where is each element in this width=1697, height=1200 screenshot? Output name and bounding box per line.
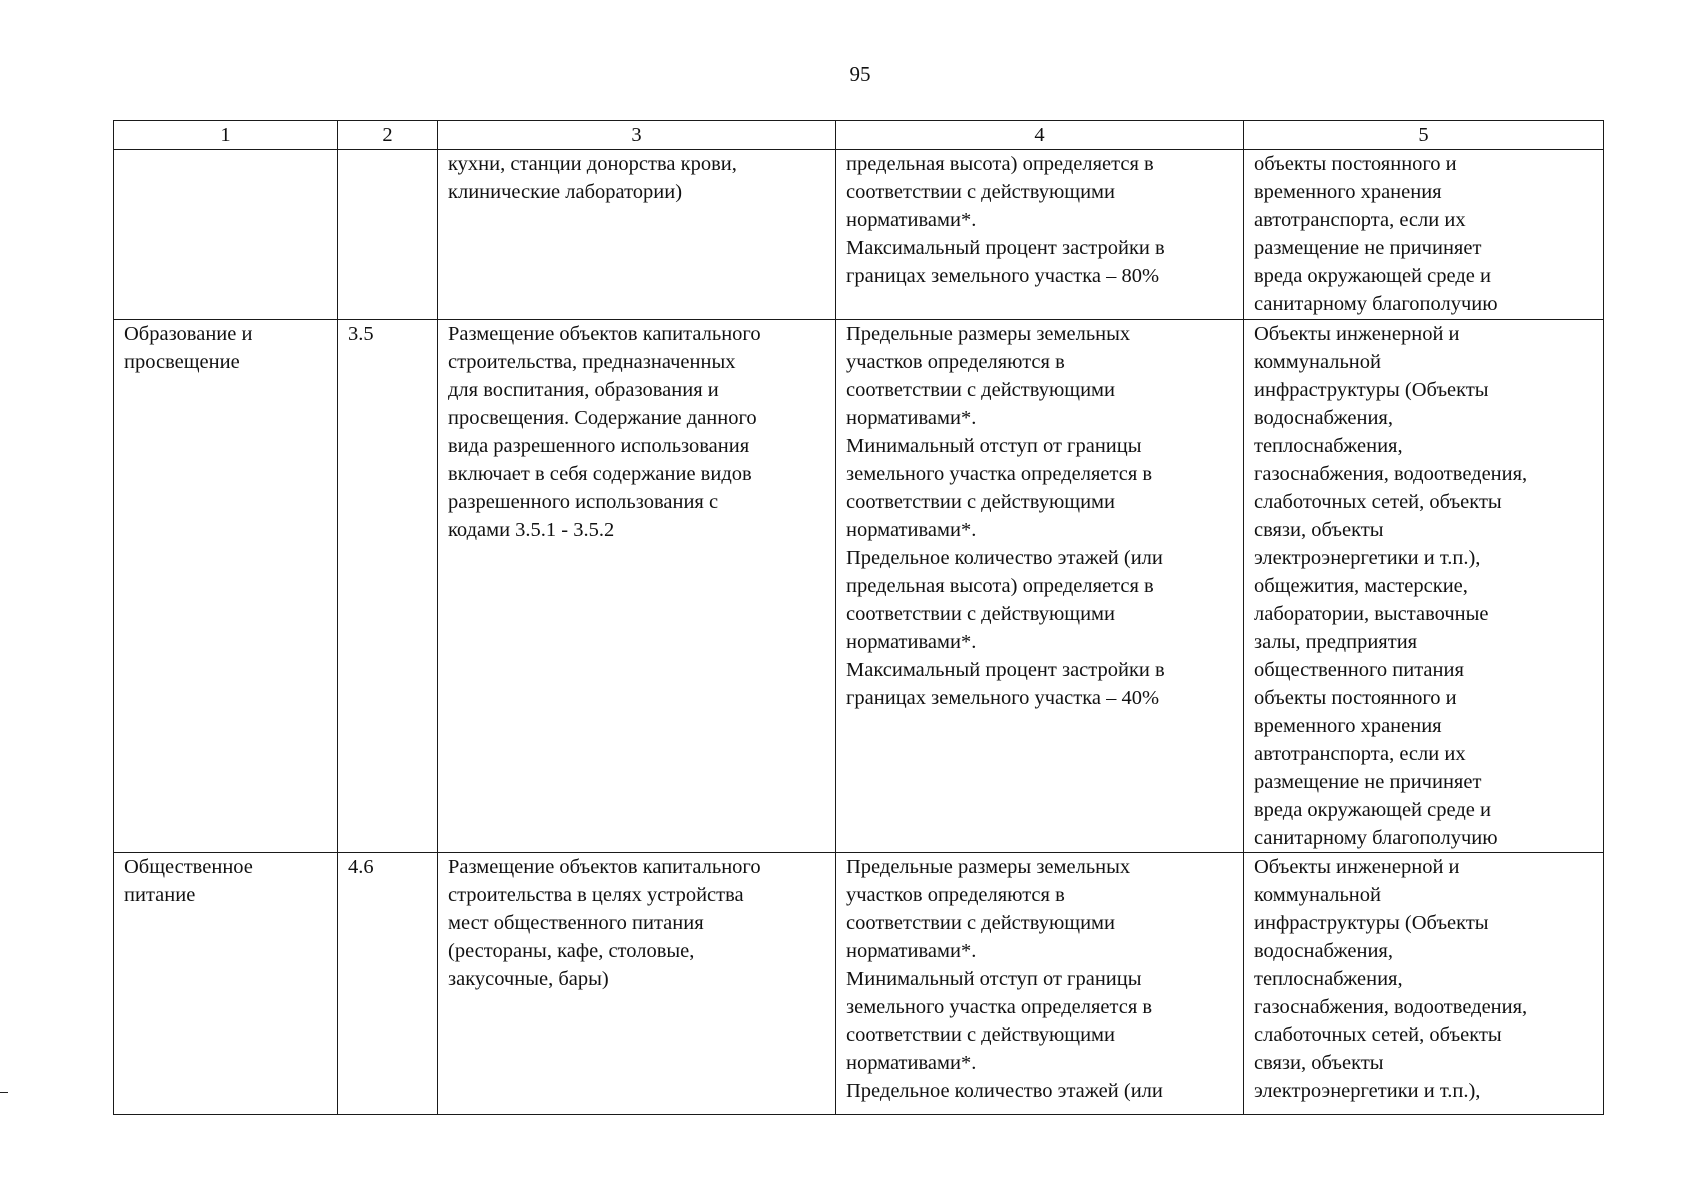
text-line: (рестораны, кафе, столовые, — [448, 940, 695, 962]
text-line: теплоснабжения, — [1254, 435, 1403, 457]
text-line: газоснабжения, водоотведения, — [1254, 996, 1528, 1018]
text-line: Размещение объектов капитального — [448, 856, 761, 878]
text-line: временного хранения — [1254, 715, 1442, 737]
text-line: Предельные размеры земельных — [846, 856, 1131, 878]
text-line: нормативами*. — [846, 519, 977, 541]
text-line: Предельные размеры земельных — [846, 323, 1131, 345]
text-line: Объекты инженерной и — [1254, 856, 1460, 878]
text-line: 3.5 — [348, 323, 374, 345]
text-line: Объекты инженерной и — [1254, 323, 1460, 345]
cell-parameters — [836, 150, 1244, 320]
text-line: санитарному благополучию — [1254, 293, 1498, 315]
text-line: временного хранения — [1254, 181, 1442, 203]
header-col-2: 2 — [338, 121, 438, 150]
text-line: просвещение — [124, 351, 240, 373]
text-line: теплоснабжения, — [1254, 968, 1403, 990]
text-line: вреда окружающей среде и — [1254, 265, 1491, 287]
text-line: нормативами*. — [846, 940, 977, 962]
table-row — [114, 853, 1604, 1115]
text-line: автотранспорта, если их — [1254, 209, 1466, 231]
cell-parameters — [836, 320, 1244, 853]
text-line: водоснабжения, — [1254, 940, 1393, 962]
text-line: Минимальный отступ от границы — [846, 435, 1142, 457]
text-line: участков определяются в — [846, 351, 1065, 373]
table-header-row — [114, 121, 1604, 150]
text-line: соответствии с действующими — [846, 181, 1115, 203]
text-line: питание — [124, 884, 196, 906]
text-line: соответствии с действующими — [846, 491, 1115, 513]
text-line: соответствии с действующими — [846, 912, 1115, 934]
text-line: размещение не причиняет — [1254, 237, 1482, 259]
text-line: слаботочных сетей, объекты — [1254, 1024, 1502, 1046]
text-line: границах земельного участка – 40% — [846, 687, 1160, 709]
cell-description — [438, 853, 836, 1115]
text-line: Предельное количество этажей (или — [846, 547, 1163, 569]
land-use-table — [113, 120, 1604, 1115]
text-line: земельного участка определяется в — [846, 996, 1153, 1018]
cell-code — [338, 150, 438, 320]
header-col-3: 3 — [438, 121, 836, 150]
text-line: Минимальный отступ от границы — [846, 968, 1142, 990]
text-line: границах земельного участка – 80% — [846, 265, 1160, 287]
text-line: коммунальной — [1254, 351, 1381, 373]
text-line: клинические лаборатории) — [448, 181, 683, 203]
text-line: для воспитания, образования и — [448, 379, 719, 401]
table-row — [114, 320, 1604, 853]
cell-auxiliary — [1244, 853, 1604, 1115]
text-line: инфраструктуры (Объекты — [1254, 912, 1489, 934]
text-line: строительства в целях устройства — [448, 884, 744, 906]
text-line: залы, предприятия — [1254, 631, 1418, 653]
text-line: соответствии с действующими — [846, 1024, 1115, 1046]
text-line: Образование и — [124, 323, 253, 345]
text-line: соответствии с действующими — [846, 603, 1115, 625]
cell-description — [438, 150, 836, 320]
text-line: Предельное количество этажей (или — [846, 1080, 1163, 1102]
text-line: мест общественного питания — [448, 912, 704, 934]
text-line: коммунальной — [1254, 884, 1381, 906]
text-line: предельная высота) определяется в — [846, 575, 1154, 597]
cell-code — [338, 853, 438, 1115]
text-line: санитарному благополучию — [1254, 827, 1498, 849]
text-line: 4.6 — [348, 856, 374, 878]
text-line: соответствии с действующими — [846, 379, 1115, 401]
text-line: кодами 3.5.1 - 3.5.2 — [448, 519, 615, 541]
text-line: газоснабжения, водоотведения, — [1254, 463, 1528, 485]
text-line: строительства, предназначенных — [448, 351, 736, 373]
text-line: включает в себя содержание видов — [448, 463, 752, 485]
text-line: вида разрешенного использования — [448, 435, 750, 457]
text-line: закусочные, бары) — [448, 968, 609, 990]
text-line: связи, объекты — [1254, 1052, 1384, 1074]
text-line: нормативами*. — [846, 631, 977, 653]
text-line: общежития, мастерские, — [1254, 575, 1468, 597]
text-line: водоснабжения, — [1254, 407, 1393, 429]
header-col-1: 1 — [114, 121, 338, 150]
text-line: размещение не причиняет — [1254, 771, 1482, 793]
cell-name — [114, 150, 338, 320]
text-line: нормативами*. — [846, 209, 977, 231]
text-line: кухни, станции донорства крови, — [448, 153, 737, 175]
text-line: объекты постоянного и — [1254, 687, 1457, 709]
text-line: слаботочных сетей, объекты — [1254, 491, 1502, 513]
cell-parameters — [836, 853, 1244, 1115]
text-line: Максимальный процент застройки в — [846, 659, 1165, 681]
text-line: электроэнергетики и т.п.), — [1254, 547, 1481, 569]
cell-auxiliary — [1244, 150, 1604, 320]
text-line: разрешенного использования с — [448, 491, 719, 513]
cell-name — [114, 853, 338, 1115]
text-line: инфраструктуры (Объекты — [1254, 379, 1489, 401]
text-line: просвещения. Содержание данного — [448, 407, 757, 429]
cell-name — [114, 320, 338, 853]
text-line: общественного питания — [1254, 659, 1464, 681]
cell-description — [438, 320, 836, 853]
text-line: лаборатории, выставочные — [1254, 603, 1489, 625]
text-line: связи, объекты — [1254, 519, 1384, 541]
header-col-4: 4 — [836, 121, 1244, 150]
text-line: автотранспорта, если их — [1254, 743, 1466, 765]
cell-code — [338, 320, 438, 853]
text-line: нормативами*. — [846, 407, 977, 429]
text-line: Максимальный процент застройки в — [846, 237, 1165, 259]
text-line: Общественное — [124, 856, 253, 878]
table-row — [114, 150, 1604, 320]
text-line: участков определяются в — [846, 884, 1065, 906]
text-line: предельная высота) определяется в — [846, 153, 1154, 175]
text-line: вреда окружающей среде и — [1254, 799, 1491, 821]
page-number: 95 — [849, 62, 871, 86]
margin-mark — [0, 1092, 8, 1093]
header-col-5: 5 — [1244, 121, 1604, 150]
text-line: Размещение объектов капитального — [448, 323, 761, 345]
text-line: объекты постоянного и — [1254, 153, 1457, 175]
text-line: нормативами*. — [846, 1052, 977, 1074]
text-line: электроэнергетики и т.п.), — [1254, 1080, 1481, 1102]
text-line: земельного участка определяется в — [846, 463, 1153, 485]
cell-auxiliary — [1244, 320, 1604, 853]
